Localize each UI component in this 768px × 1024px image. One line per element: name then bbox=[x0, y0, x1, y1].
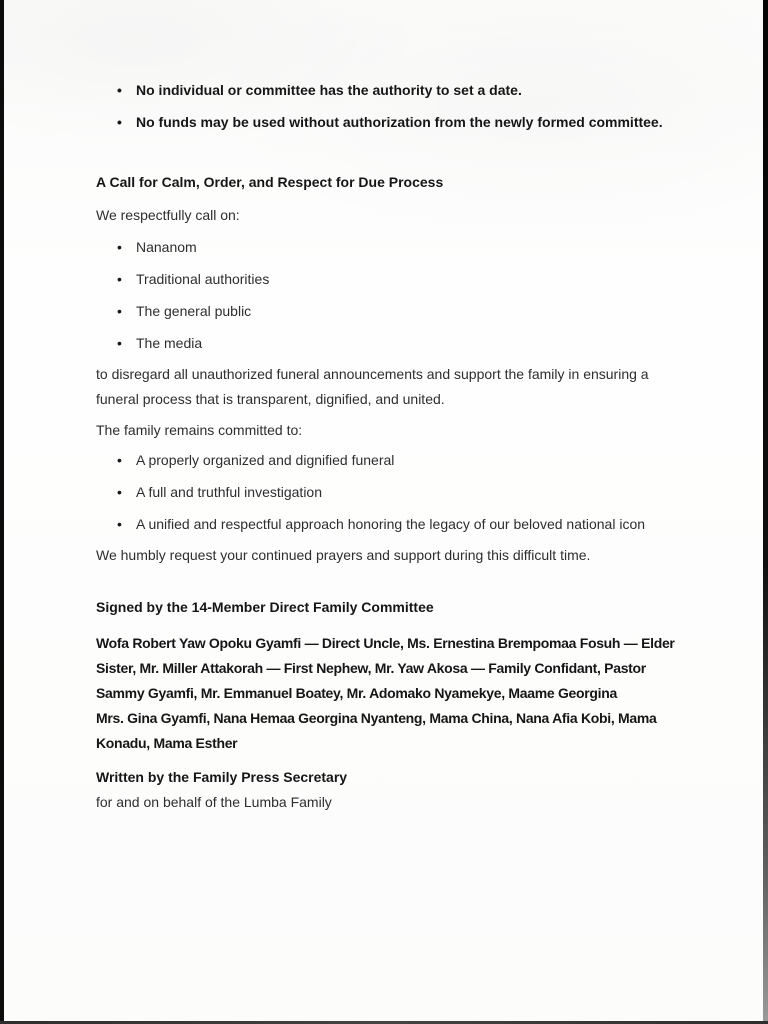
commitment-item-investigation: • A full and truthful investigation bbox=[96, 480, 682, 505]
audience-item-nananom: • Nananom bbox=[96, 235, 682, 260]
rules-bullet-list bbox=[96, 78, 682, 135]
on-behalf-text: for and on behalf of the Lumba Family bbox=[96, 794, 332, 810]
prayers-request-text: We humbly request your continued prayers and support during this difficult time. bbox=[96, 547, 591, 563]
photo-edge-right bbox=[763, 0, 768, 1024]
commitment-intro-text: The family remains committed to: bbox=[96, 422, 303, 438]
commitment-list bbox=[96, 448, 682, 537]
call-outro-text: to disregard all unauthorized funeral announcements and support the family in ensuring a funeral process that is transparent, dignified, and united. bbox=[96, 366, 649, 407]
audience-item-media: • The media bbox=[96, 331, 682, 356]
audience-item-general-public: • The general public bbox=[96, 299, 682, 324]
call-intro-text: We respectfully call on: bbox=[96, 207, 240, 223]
call-audience-list bbox=[96, 235, 682, 356]
commitment-item-funeral: • A properly organized and dignified funeral bbox=[96, 448, 682, 473]
section-heading-signed-by: Signed by the 14-Member Direct Family Committee bbox=[96, 599, 434, 615]
rule-item-no-date-authority: • No individual or committee has the authority to set a date. bbox=[96, 78, 682, 103]
photo-edge-left bbox=[0, 0, 4, 1024]
committee-names-block bbox=[96, 631, 682, 756]
section-heading-call-for-calm: A Call for Calm, Order, and Respect for Due Process bbox=[96, 174, 444, 190]
committee-names-line: Mrs. Gina Gyamfi, Nana Hemaa Georgina Nyanteng, Mama China, Nana Afia Kobi, Mama bbox=[96, 710, 657, 726]
committee-names-line: Wofa Robert Yaw Opoku Gyamfi — Direct Uncle, Ms. Ernestina Brempomaa Fosuh — Elder bbox=[96, 635, 675, 651]
audience-item-traditional-authorities: • Traditional authorities bbox=[96, 267, 682, 292]
commitment-item-unified-approach: • A unified and respectful approach honoring the legacy of our beloved national icon bbox=[96, 512, 682, 537]
committee-names-line: Sister, Mr. Miller Attakorah — First Nephew, Mr. Yaw Akosa — Family Confidant, Pastor bbox=[96, 660, 646, 676]
written-by-text: Written by the Family Press Secretary bbox=[96, 769, 348, 785]
committee-names-line: Sammy Gyamfi, Mr. Emmanuel Boatey, Mr. Adomako Nyamekye, Maame Georgina bbox=[96, 685, 618, 701]
rule-item-no-funds: • No funds may be used without authorization from the newly formed committee. bbox=[96, 110, 682, 135]
committee-names-line: Konadu, Mama Esther bbox=[96, 735, 238, 751]
